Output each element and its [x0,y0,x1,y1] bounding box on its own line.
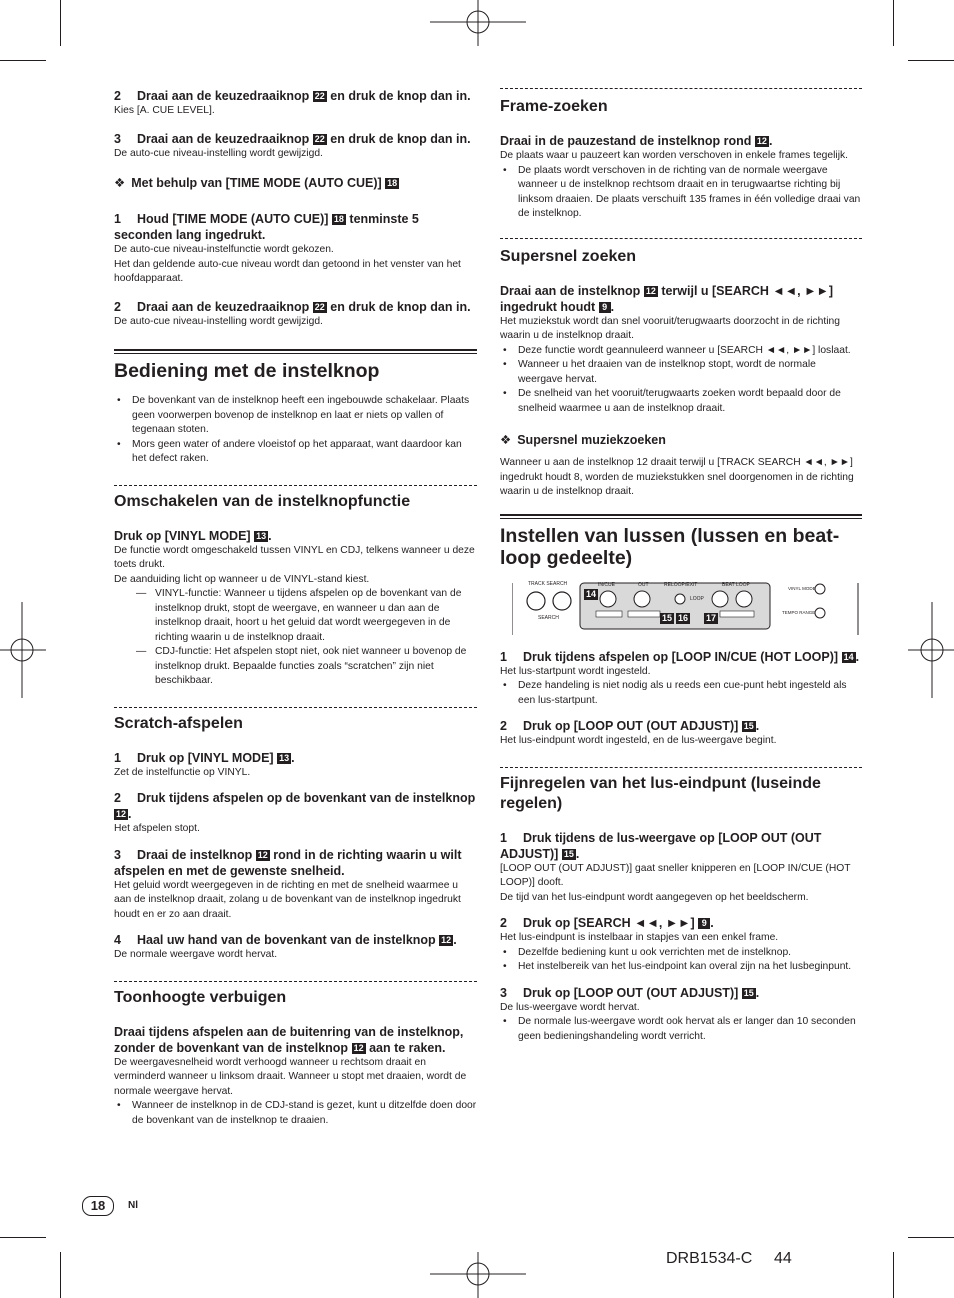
dash-item: — CDJ-functie: Het afspelen stopt niet, ook niet wanneer u bovenop de instelknop drukt. Bepaalde functies zoals “scratchen” zijn niet beschikbaar. [114,645,477,689]
section-title: Toonhoogte verbuigen [114,988,287,1006]
step-text: Het geluid wordt weergegeven in de richting en met de snelheid waarmee u aan de instelknop draait, zolang u de bovenkant van de instelknop ingedrukt houdt en er zo aan draait. [114,879,461,920]
dash-item: — VINYL-functie: Wanneer u tijdens afspelen op de bovenkant van de instelknop drukt, stopt de weergave, en wanneer u dan aan de instelknop draait, hoort u het geluid dat wordt weergegeven in de richting waarin u de instelknop draait. [114,587,477,645]
registration-mark-top [430,0,526,46]
step-text: Het afspelen stopt. [114,823,200,834]
step-text: De normale weergave wordt hervat. [114,949,278,960]
step-text: De weergavesnelheid wordt verhoogd wanneer u rechtsom draait en verminderd wanneer u linksom draait. Wanneer u stopt met draaien, wordt de normale weergave hervat. [114,1056,467,1097]
document-code-page: 44 [774,1250,792,1267]
subheading-muziekzoeken: ❖ Supersnel muziekzoeken [500,433,666,447]
step-heading: Draai in de pauzestand de instelknop rond 12 . [500,134,773,148]
step-heading: Draai aan de instelknop 12 terwijl u [SEARCH ◄◄, ►►] ingedrukt houdt 9 . [500,283,834,314]
right-column [500,88,862,1044]
step-text: De plaats waar u pauzeert kan worden verschoven in enkele frames tegelijk. [500,150,848,161]
subheading-time-mode: ❖ Met behulp van [TIME MODE (AUTO CUE)] 18 [114,176,398,190]
control-panel-illustration [512,579,860,635]
step-text: [LOOP OUT (OUT ADJUST)] gaat sneller knipperen en [LOOP IN/CUE (HOT LOOP)] dooft. [500,862,851,888]
bullet-item: • De normale lus-weergave wordt ook hervat als er langer dan 10 seconden geen bedieningshandeling wordt verricht. [500,1015,862,1044]
step-text: Kies [A. CUE LEVEL]. [114,105,215,116]
page-number: 18 [82,1196,114,1216]
step-heading: 3 Draai aan de keuzedraaiknop 22 en druk de knop dan in. [114,131,471,146]
section-title: Bediening met de instelknop [114,360,380,382]
bullet-item: • Dezelfde bediening kunt u ook verrichten met de instelknop. [500,946,862,961]
bullet-item: • Wanneer de instelknop in de CDJ-stand is gezet, kunt u ditzelfde doen door de bovenkant van de instelknop te draaien. [114,1099,477,1128]
callout-16: 16 [678,612,689,623]
step-text: Het muziekstuk wordt dan snel vooruit/terugwaarts doorzocht in de richting waarin u de instelknop draait. [500,315,840,341]
step-heading: 1 Druk op [VINYL MODE] 13 . [114,750,295,765]
bullet-item: • De snelheid van het vooruit/terugwaarts zoeken wordt bepaald door de snelheid waarmee u aan de instelknop draait. [500,387,862,416]
step-heading: Druk op [VINYL MODE] 13 . [114,528,272,543]
bullet-item: • Het instelbereik van het lus-eindpoint kan overal zijn na het lusbeginpunt. [500,960,862,975]
section-title: Fijnregelen van het lus-eindpunt (luseinde regelen) [500,774,821,812]
step-heading: 2 Draai aan de keuzedraaiknop 22 en druk de knop dan in. [114,299,471,314]
step-heading: 2 Druk op [SEARCH ◄◄, ►►] 9 . [500,916,714,930]
step-text: De tijd van het lus-eindpunt wordt aangegeven op het beeldscherm. [500,891,809,903]
step-heading: 2 Draai aan de keuzedraaiknop 22 en druk de knop dan in. [114,89,471,103]
language-code: Nl [128,1200,138,1211]
step-text: Het lus-startpunt wordt ingesteld. [500,665,651,677]
step-text: Het dan geldende auto-cue niveau wordt dan getoond in het venster van het hoofdapparaat. [114,258,461,284]
step-text: De auto-cue niveau-instelfunctie wordt gekozen. [114,244,334,255]
label-reloop: RELOOP/EXIT [664,581,698,588]
label-track-search: TRACK SEARCH [528,580,568,587]
step-text: Zet de instelfunctie op VINYL. [114,766,251,778]
step-heading: 3 Draai de instelknop 12 rond in de richting waarin u wilt afspelen en met de gewenste snelheid. [114,847,462,878]
section-title: Supersnel zoeken [500,247,637,265]
step-text: De aanduiding licht op wanneer u de VINYL-stand kiest. [114,573,370,585]
document-code: DRB1534-C [666,1250,753,1267]
step-text: De auto-cue niveau-instelling wordt gewijzigd. [114,315,323,327]
label-loop: LOOP [690,595,704,602]
section-title: Omschakelen van de instelknopfunctie [114,492,411,510]
label-tempo-range: TEMPO RANGE [782,609,816,615]
callout-14: 14 [586,588,597,599]
step-heading: 2 Druk tijdens afspelen op de bovenkant van de instelknop 12 . [114,791,476,821]
step-heading: 4 Haal uw hand van de bovenkant van de instelknop 12 . [114,933,457,947]
section-title: Instellen van lussen (lussen en beat-loop gedeelte) [500,524,840,569]
step-heading: 1 Houd [TIME MODE (AUTO CUE)] 18 tenminste 5 seconden lang ingedrukt. [114,212,419,242]
label-beat-loop: BEAT LOOP [722,581,750,588]
bullet-item: • Wanneer u het draaien van de instelknop stopt, wordt de normale weergave hervat. [500,358,862,387]
bullet-item: • Mors geen water of andere vloeistof op het apparaat, want daardoor kan het defect raken. [114,438,477,467]
callout-15: 15 [662,612,673,623]
registration-mark-right [908,602,954,698]
label-vinyl-mode: VINYL MODE [788,585,816,591]
step-text: Wanneer u aan de instelknop 12 draait terwijl u [TRACK SEARCH ◄◄, ►►] ingedrukt houdt 8, worden de muziekstukken snel doorgenomen in de richting waarin u de instelknop draait. [500,457,854,497]
label-search: SEARCH [538,614,559,621]
step-heading: 1 Druk tijdens afspelen op [LOOP IN/CUE (HOT LOOP)] 14 . [500,649,860,664]
bullet-item: • Deze functie wordt geannuleerd wanneer u [SEARCH ◄◄, ►►] loslaat. [500,344,862,359]
step-text: De auto-cue niveau-instelling wordt gewijzigd. [114,147,323,159]
registration-mark-left [0,602,46,698]
step-text: De lus-weergave wordt hervat. [500,1001,640,1013]
step-text: Het lus-eindpunt wordt ingesteld, en de lus-weergave begint. [500,735,777,746]
registration-mark-bottom [430,1252,526,1298]
step-heading: Draai tijdens afspelen aan de buitenring van de instelknop, zonder de bovenkant van de instelknop 12 aan te raken. [114,1024,464,1055]
section-title: Scratch-afspelen [114,714,243,732]
bullet-item: • De plaats wordt verschoven in de richting van de normale weergave wanneer u de instelknop rechtsom draait en in terugwaartse richting bij linksom draaien. De plaats verschuift 135 frames in één volledige draai van de instelknop. [500,164,862,222]
label-in-cue: IN/CUE [598,581,615,588]
left-column [114,88,477,1128]
step-text: Het lus-eindpunt is instelbaar in stapjes van een enkel frame. [500,932,779,943]
step-heading: 2 Druk op [LOOP OUT (OUT ADJUST)] 15 . [500,719,760,733]
step-text: De functie wordt omgeschakeld tussen VINYL en CDJ, telkens wanneer u deze toets drukt. [114,544,475,570]
callout-17: 17 [706,612,717,623]
section-title: Frame-zoeken [500,98,608,115]
step-heading: 3 Druk op [LOOP OUT (OUT ADJUST)] 15 . [500,985,760,1000]
bullet-item: • Deze handeling is niet nodig als u reeds een cue-punt hebt ingesteld als een lus-startpunt. [500,679,862,708]
step-heading: 1 Druk tijdens de lus-weergave op [LOOP OUT (OUT ADJUST)] 15 . [500,830,822,861]
bullet-item: • De bovenkant van de instelknop heeft een ingebouwde schakelaar. Plaats geen voorwerpen bovenop de instelknop en laat er niets op vallen of tegenaan stoten. [114,394,477,438]
label-out: OUT [638,581,649,588]
